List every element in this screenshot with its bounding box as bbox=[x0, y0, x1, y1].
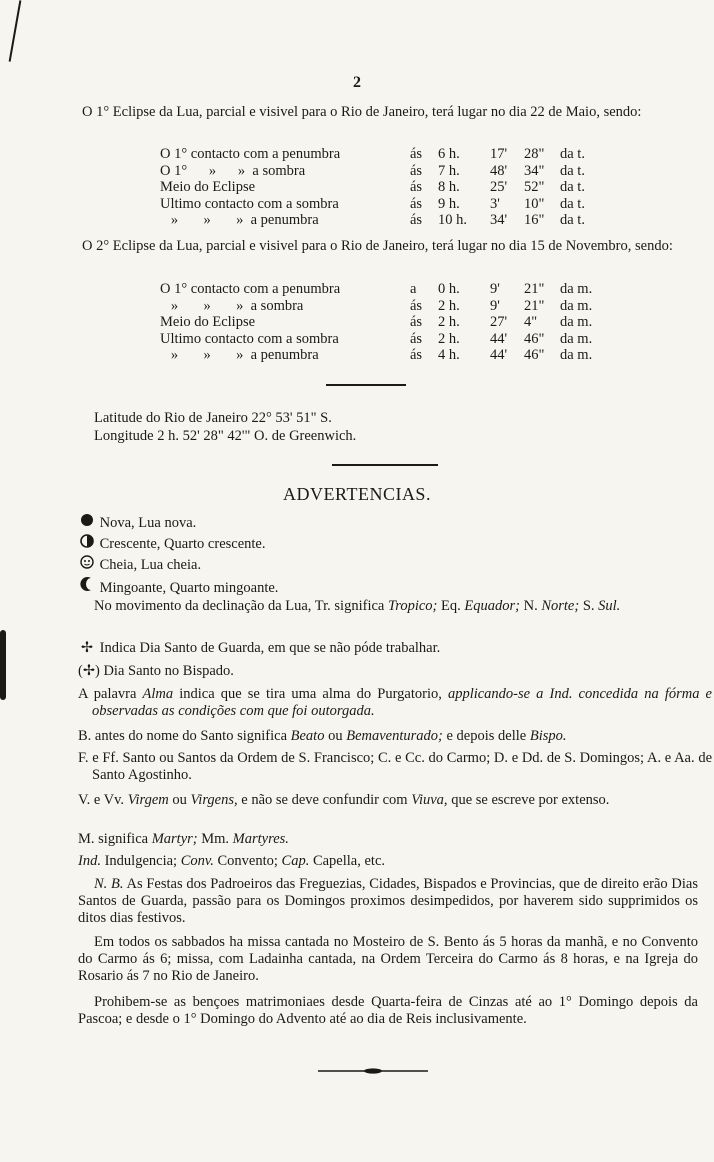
eclipse2-suf-cell: da m. bbox=[560, 281, 593, 297]
last-quarter-moon-icon bbox=[78, 576, 96, 597]
eclipse2-row bbox=[160, 347, 600, 364]
page-number: 2 bbox=[353, 74, 361, 91]
first-quarter-moon-icon bbox=[78, 534, 96, 553]
eclipse1-intro: O 1° Eclipse da Lua, parcial e visivel para o Rio de Janeiro, terá lugar no dia 22 de Maio, sendo: bbox=[82, 104, 642, 120]
eclipse1-prep-cell: ás bbox=[410, 162, 423, 179]
eclipse1-desc-cell: Meio do Eclipse bbox=[160, 179, 256, 195]
eclipse2-suf-cell: da m. bbox=[560, 347, 593, 363]
nb-text: As Festas dos Padroeiros das Freguezias, Cidades, Bispados e Provincias, que de direito erão Dias Santos de Guarda, passão para os Domingos proximos desimpedidos, por haverem sido supprimidos os ditos dias festivos. bbox=[78, 876, 698, 926]
eclipse2-desc-cell: » » » a penumbra bbox=[160, 347, 319, 363]
eclipse2-suf-cell: da m. bbox=[560, 314, 593, 330]
eclipse2-suf-cell: da m. bbox=[560, 330, 593, 347]
full-moon-face-icon bbox=[78, 555, 96, 574]
eclipse1-s-cell: 28" bbox=[524, 146, 545, 162]
martyres-term: Martyres. bbox=[232, 831, 289, 847]
n-abbrev: N. bbox=[523, 598, 538, 614]
divider-rule-1 bbox=[326, 384, 406, 386]
declination-text: No movimento da declinação da Lua, Tr. significa bbox=[94, 598, 385, 614]
eclipse1-desc-cell: Ultimo contacto com a sombra bbox=[160, 195, 339, 212]
cross-icon: ✢ bbox=[80, 640, 94, 656]
eclipse1-prep-cell: ás bbox=[410, 146, 423, 162]
eclipse2-h-cell: 2 h. bbox=[438, 314, 460, 330]
alma-entry bbox=[78, 686, 712, 720]
alma-term: Alma bbox=[142, 686, 174, 702]
eclipse1-s-cell: 10" bbox=[524, 195, 545, 212]
abbrev-entry bbox=[78, 853, 698, 870]
alma-italic-text: applicando-se a Ind. concedida na fórma e observadas as condições com que foi outorgada. bbox=[92, 686, 712, 719]
phase-mingoante-text: Mingoante, Quarto mingoante. bbox=[99, 580, 279, 596]
eclipse1-h-cell: 9 h. bbox=[438, 195, 460, 212]
eclipse2-row bbox=[160, 298, 600, 315]
norte-term: Norte; bbox=[541, 598, 580, 614]
phase-mingoante bbox=[78, 576, 698, 597]
eclipse2-s-cell: 46" bbox=[524, 330, 545, 347]
equador-term: Equador; bbox=[464, 598, 520, 614]
eclipse1-prep-cell: ás bbox=[410, 212, 423, 228]
section-heading: ADVERTENCIAS. bbox=[283, 484, 431, 504]
eclipse2-m-cell: 27' bbox=[490, 314, 508, 330]
virgem-text: e não se deve confundir com bbox=[241, 792, 408, 808]
eclipse2-table bbox=[160, 281, 600, 364]
beato-term: Beato bbox=[290, 728, 325, 744]
eclipse1-s-cell: 34" bbox=[524, 162, 545, 179]
s-abbrev: S. bbox=[582, 598, 595, 614]
beato-or: ou bbox=[328, 728, 343, 744]
eclipse1-suf-cell: da t. bbox=[560, 195, 585, 212]
martyr-text: M. significa bbox=[78, 831, 149, 847]
eclipse1-m-cell: 3' bbox=[490, 195, 500, 212]
eq-abbrev: Eq. bbox=[441, 598, 461, 614]
eclipse1-row bbox=[160, 196, 600, 213]
cap-abbrev: Cap. bbox=[281, 853, 310, 869]
eclipse1-table bbox=[160, 146, 600, 229]
mm-abbrev: Mm. bbox=[201, 831, 230, 847]
eclipse2-prep-cell: a bbox=[410, 281, 417, 297]
bispado-text: Dia Santo no Bispado. bbox=[103, 663, 234, 679]
eclipse2-m-cell: 9' bbox=[490, 281, 500, 297]
eclipse2-h-cell: 2 h. bbox=[438, 297, 460, 314]
conv-abbrev: Conv. bbox=[180, 853, 214, 869]
virgem-or: ou bbox=[172, 792, 187, 808]
nb-label: N. B. bbox=[94, 876, 124, 892]
martyr-entry bbox=[78, 831, 698, 848]
eclipse1-desc-cell: O 1° contacto com a penumbra bbox=[160, 146, 341, 162]
convento-text: Convento; bbox=[217, 853, 278, 869]
eclipse1-suf-cell: da t. bbox=[560, 179, 585, 195]
bispo-term: Bispo. bbox=[529, 728, 567, 744]
eclipse2-suf-cell: da m. bbox=[560, 297, 593, 314]
eclipse1-m-cell: 17' bbox=[490, 146, 508, 162]
eclipse1-h-cell: 10 h. bbox=[438, 212, 467, 228]
eclipse2-prep-cell: ás bbox=[410, 314, 423, 330]
eclipse2-m-cell: 9' bbox=[490, 297, 500, 314]
eclipse1-desc-cell: » » » a penumbra bbox=[160, 212, 319, 228]
eclipse2-row bbox=[160, 331, 600, 348]
latitude-text: Latitude do Rio de Janeiro 22° 53' 51" S. bbox=[94, 410, 332, 426]
eclipse2-m-cell: 44' bbox=[490, 330, 508, 347]
missa-paragraph: Em todos os sabbados ha missa cantada no Mosteiro de S. Bento ás 5 horas da manhã, e no Convento do Carmo ás 6; missa, com Ladainha cantada, na Ordem Terceira do Carmo ás 8 horas, e na Igreja do Rosario ás 7 no Rio de Janeiro. bbox=[78, 934, 698, 984]
eclipse1-row bbox=[160, 146, 600, 163]
page-edge-mark bbox=[0, 630, 6, 700]
sul-term: Sul. bbox=[598, 598, 621, 614]
ordens-entry: F. e Ff. Santo ou Santos da Ordem de S. Francisco; C. e Cc. do Carmo; D. e Dd. de S. Domingos; A. e Aa. de Santo Agostinho. bbox=[78, 750, 712, 783]
eclipse1-row bbox=[160, 163, 600, 180]
virgem-entry bbox=[78, 792, 712, 809]
bispado-entry bbox=[78, 663, 698, 680]
eclipse1-prep-cell: ás bbox=[410, 195, 423, 212]
ornamental-divider bbox=[318, 1068, 428, 1074]
eclipse1-suf-cell: da t. bbox=[560, 146, 585, 162]
eclipse2-row bbox=[160, 314, 600, 331]
eclipse1-prep-cell: ás bbox=[410, 179, 423, 195]
guarda-entry bbox=[78, 640, 698, 657]
eclipse1-s-cell: 52" bbox=[524, 179, 545, 195]
eclipse2-h-cell: 4 h. bbox=[438, 347, 460, 363]
eclipse2-s-cell: 46" bbox=[524, 347, 545, 363]
phase-crescente bbox=[78, 534, 698, 553]
virgem-abbrev: V. e Vv. bbox=[78, 792, 125, 808]
eclipse2-row bbox=[160, 281, 600, 298]
eclipse1-suf-cell: da t. bbox=[560, 212, 585, 228]
eclipse1-row bbox=[160, 212, 600, 229]
indulgencia-text: Indulgencia; bbox=[104, 853, 178, 869]
eclipse1-m-cell: 25' bbox=[490, 179, 508, 195]
eclipse2-prep-cell: ás bbox=[410, 330, 423, 347]
phase-crescente-text: Crescente, Quarto crescente. bbox=[99, 536, 266, 552]
eclipse1-h-cell: 8 h. bbox=[438, 179, 460, 195]
eclipse2-desc-cell: Meio do Eclipse bbox=[160, 314, 256, 330]
eclipse2-prep-cell: ás bbox=[410, 347, 423, 363]
eclipse2-desc-cell: O 1° contacto com a penumbra bbox=[160, 281, 341, 297]
eclipse2-s-cell: 4" bbox=[524, 314, 538, 330]
beato-entry bbox=[78, 728, 698, 745]
divider-rule-2 bbox=[332, 464, 438, 466]
phase-nova-text: Nova, Lua nova. bbox=[99, 515, 197, 531]
eclipse1-desc-cell: O 1° » » a sombra bbox=[160, 162, 306, 179]
bemaventurado-term: Bemaventurado; bbox=[346, 728, 443, 744]
longitude-text: Longitude 2 h. 52' 28" 42'" O. de Greenwich. bbox=[94, 428, 357, 444]
eclipse2-desc-cell: » » » a sombra bbox=[160, 297, 304, 314]
eclipse2-intro: O 2° Eclipse da Lua, parcial e visivel para o Rio de Janeiro, terá lugar no dia 15 de Novembro, sendo: bbox=[82, 238, 673, 254]
virgem-tail: que se escreve por extenso. bbox=[451, 792, 610, 808]
phase-nova bbox=[78, 513, 698, 532]
ind-abbrev: Ind. bbox=[78, 853, 101, 869]
eclipse1-s-cell: 16" bbox=[524, 212, 545, 228]
beato-text: B. antes do nome do Santo significa bbox=[78, 728, 288, 744]
full-dot-moon-icon bbox=[78, 513, 96, 532]
eclipse2-h-cell: 0 h. bbox=[438, 281, 460, 297]
declination-note bbox=[78, 598, 698, 615]
eclipse2-m-cell: 44' bbox=[490, 347, 508, 363]
eclipse1-h-cell: 7 h. bbox=[438, 162, 460, 179]
eclipse1-suf-cell: da t. bbox=[560, 162, 585, 179]
eclipse2-desc-cell: Ultimo contacto com a sombra bbox=[160, 330, 339, 347]
alma-text: indica que se tira uma alma do Purgatorio, bbox=[179, 686, 442, 702]
viuva-term: Viuva, bbox=[411, 792, 448, 808]
eclipse1-m-cell: 48' bbox=[490, 162, 508, 179]
cross-paren-icon: (✢) bbox=[78, 663, 100, 679]
bencaos-paragraph: Prohibem-se as bençoes matrimoniaes desde Quarta-feira de Cinzas até ao 1° Domingo depois da Pascoa; e desde o 1° Domingo do Advento até ao dia de Reis inclusivamente. bbox=[78, 994, 698, 1027]
capella-text: Capella, etc. bbox=[312, 853, 386, 869]
eclipse1-row bbox=[160, 179, 600, 196]
beato-after: e depois delle bbox=[446, 728, 527, 744]
eclipse2-s-cell: 21" bbox=[524, 297, 545, 314]
guarda-text: Indica Dia Santo de Guarda, em que se não póde trabalhar. bbox=[99, 640, 441, 656]
virgens-term: Virgens, bbox=[190, 792, 238, 808]
tropico-term: Tropico; bbox=[387, 598, 438, 614]
eclipse1-m-cell: 34' bbox=[490, 212, 508, 228]
page-corner-mark bbox=[9, 0, 22, 61]
virgem-term: Virgem bbox=[127, 792, 169, 808]
nb-paragraph bbox=[78, 876, 698, 927]
eclipse2-prep-cell: ás bbox=[410, 297, 423, 314]
phase-cheia-text: Cheia, Lua cheia. bbox=[99, 557, 202, 573]
phase-cheia bbox=[78, 555, 698, 574]
alma-prefix: A palavra bbox=[78, 686, 137, 702]
eclipse1-h-cell: 6 h. bbox=[438, 146, 460, 162]
eclipse2-h-cell: 2 h. bbox=[438, 330, 460, 347]
martyr-term: Martyr; bbox=[151, 831, 198, 847]
eclipse2-s-cell: 21" bbox=[524, 281, 545, 297]
